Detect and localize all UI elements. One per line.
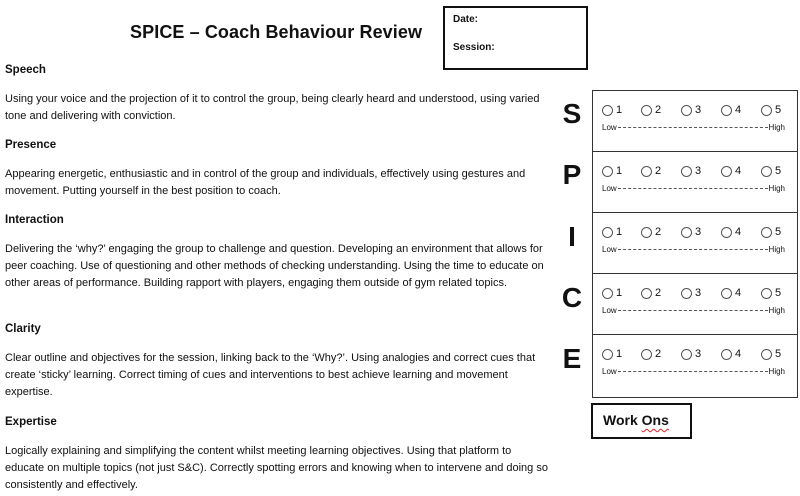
radio-icon[interactable] [761, 288, 772, 299]
high-label: High [768, 306, 785, 315]
rating-option-4[interactable]: 4 [721, 287, 741, 299]
low-label: Low [602, 245, 617, 254]
rating-option-1[interactable]: 1 [602, 348, 622, 360]
rating-option-3[interactable]: 3 [681, 226, 701, 238]
scale-line [602, 245, 785, 254]
radio-icon[interactable] [761, 227, 772, 238]
radio-icon[interactable] [721, 105, 732, 116]
rating-option-5[interactable]: 5 [761, 104, 781, 116]
radio-icon[interactable] [721, 288, 732, 299]
radio-icon[interactable] [602, 105, 613, 116]
rating-row-speech [593, 91, 797, 152]
scale-line [602, 123, 785, 132]
rating-option-5[interactable]: 5 [761, 226, 781, 238]
high-label: High [768, 184, 785, 193]
rating-option-1[interactable]: 1 [602, 287, 622, 299]
rating-option-1[interactable]: 1 [602, 165, 622, 177]
rating-option-3[interactable]: 3 [681, 348, 701, 360]
rating-option-5[interactable]: 5 [761, 348, 781, 360]
radio-icon[interactable] [761, 166, 772, 177]
rating-option-3[interactable]: 3 [681, 104, 701, 116]
radio-icon[interactable] [761, 349, 772, 360]
radio-icon[interactable] [602, 288, 613, 299]
high-label: High [768, 245, 785, 254]
rating-option-1[interactable]: 1 [602, 104, 622, 116]
radio-icon[interactable] [761, 105, 772, 116]
rating-option-1[interactable]: 1 [602, 226, 622, 238]
spice-letter-e: E [562, 343, 582, 374]
rating-option-3[interactable]: 3 [681, 165, 701, 177]
spice-letter-i: I [568, 221, 576, 252]
rating-option-4[interactable]: 4 [721, 348, 741, 360]
work-ons-box [591, 403, 692, 439]
spice-letter-p: P [562, 159, 582, 190]
radio-icon[interactable] [602, 349, 613, 360]
rating-row-presence [593, 152, 797, 213]
rating-grid [592, 90, 798, 398]
rating-option-4[interactable]: 4 [721, 165, 741, 177]
section-heading-interaction: Interaction [5, 214, 64, 226]
high-label: High [768, 367, 785, 376]
rating-option-3[interactable]: 3 [681, 287, 701, 299]
section-heading-clarity: Clarity [5, 323, 41, 335]
radio-icon[interactable] [602, 166, 613, 177]
rating-option-2[interactable]: 2 [641, 348, 661, 360]
rating-option-2[interactable]: 2 [641, 287, 661, 299]
section-body-expertise: Logically explaining and simplifying the content whilst meeting learning objectives. Using that platform to educate on multiple topics (not just S&C). Correctly spotting errors and knowing when to intervene and doing so consistently and effectively. [5, 445, 548, 491]
radio-icon[interactable] [721, 227, 732, 238]
work-ons-word-2: Ons [641, 412, 669, 428]
section-body-speech: Using your voice and the projection of it to control the group, being clearly heard and understood, using varied tone and delivering with conviction. [5, 93, 540, 122]
radio-icon[interactable] [641, 166, 652, 177]
section-heading-expertise: Expertise [5, 416, 57, 428]
page-title: SPICE – Coach Behaviour Review [130, 22, 423, 42]
session-label: Session: [453, 42, 495, 53]
rating-option-4[interactable]: 4 [721, 104, 741, 116]
radio-icon[interactable] [641, 349, 652, 360]
section-heading-speech: Speech [5, 64, 46, 76]
radio-icon[interactable] [721, 349, 732, 360]
rating-option-4[interactable]: 4 [721, 226, 741, 238]
low-label: Low [602, 306, 617, 315]
rating-option-2[interactable]: 2 [641, 165, 661, 177]
rating-option-2[interactable]: 2 [641, 104, 661, 116]
spice-letter-c: C [561, 282, 583, 313]
radio-icon[interactable] [681, 288, 692, 299]
high-label: High [768, 123, 785, 132]
radio-icon[interactable] [681, 105, 692, 116]
scale-line [602, 367, 785, 376]
low-label: Low [602, 367, 617, 376]
rating-option-2[interactable]: 2 [641, 226, 661, 238]
rating-option-5[interactable]: 5 [761, 287, 781, 299]
section-body-interaction: Delivering the ‘why?’ engaging the group to challenge and question. Developing an environment that allows for peer coaching. Use of questioning and other methods of checking understanding. Using the time to educate on other areas of performance. Building rapport with players, engaging them outside of gym related topics. [5, 243, 544, 289]
radio-icon[interactable] [641, 227, 652, 238]
rating-option-5[interactable]: 5 [761, 165, 781, 177]
radio-icon[interactable] [681, 227, 692, 238]
rating-row-interaction [593, 213, 797, 274]
radio-icon[interactable] [681, 166, 692, 177]
rating-row-clarity [593, 274, 797, 335]
low-label: Low [602, 123, 617, 132]
section-body-presence: Appearing energetic, enthusiastic and in control of the group and individuals, effectively using gestures and movement. Putting yourself in the best position to coach. [5, 168, 526, 197]
section-body-clarity: Clear outline and objectives for the session, linking back to the ‘Why?’. Using analogies and correct cues that create ‘sticky’ learning. Correct timing of cues and interventions to best achieve learning and movement expertise. [5, 352, 536, 398]
low-label: Low [602, 184, 617, 193]
spice-letter-s: S [562, 98, 582, 129]
radio-icon[interactable] [641, 105, 652, 116]
scale-line [602, 184, 785, 193]
radio-icon[interactable] [681, 349, 692, 360]
radio-icon[interactable] [602, 227, 613, 238]
radio-icon[interactable] [641, 288, 652, 299]
section-heading-presence: Presence [5, 139, 57, 151]
rating-row-expertise [593, 335, 797, 396]
scale-line [602, 306, 785, 315]
work-ons-word-1: Work [603, 412, 638, 428]
radio-icon[interactable] [721, 166, 732, 177]
date-label: Date: [453, 14, 479, 25]
date-session-box [443, 6, 588, 70]
